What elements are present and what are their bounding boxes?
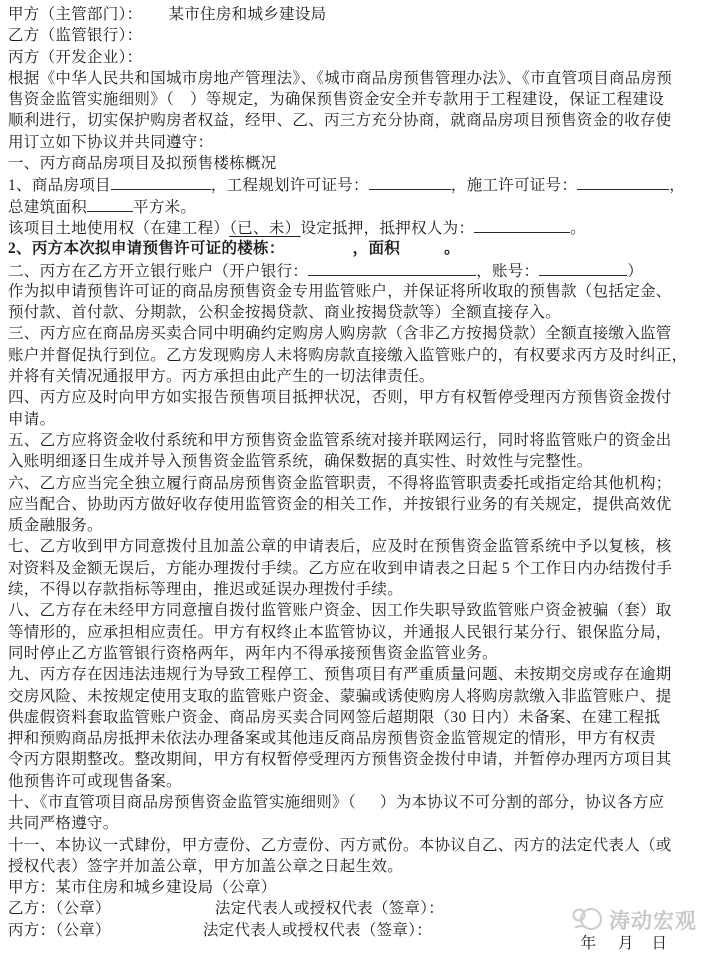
document-line bbox=[8, 473, 701, 494]
document-line bbox=[8, 728, 701, 749]
text-run: 供虚假资料套取监管账户资金、商品房买卖合同网签后超期限（30 日内）未备案、在建工程抵 bbox=[8, 708, 661, 726]
document-line bbox=[8, 664, 701, 685]
document-line bbox=[8, 302, 701, 323]
text-run: ， bbox=[669, 177, 686, 195]
text-run: 甲方：某市住房和城乡建设局（公章） bbox=[8, 879, 277, 897]
spacer bbox=[111, 912, 215, 913]
document-line bbox=[8, 217, 701, 238]
document-line bbox=[8, 749, 701, 770]
date-line bbox=[580, 935, 667, 953]
document-line bbox=[8, 153, 701, 174]
document-line bbox=[8, 707, 701, 728]
document-line bbox=[8, 132, 701, 153]
document-line bbox=[8, 451, 701, 472]
contract-body bbox=[8, 4, 701, 941]
document-line bbox=[8, 366, 701, 387]
text-run: ，面积 bbox=[352, 240, 401, 258]
text-run: 某市住房和城乡建设局 bbox=[168, 6, 327, 23]
document-line bbox=[8, 4, 701, 25]
document-line bbox=[8, 792, 701, 813]
spacer bbox=[111, 934, 203, 935]
text-run: 十、《市直管项目商品房预售资金监管实施细则》（ bbox=[8, 793, 356, 811]
text-run: 三、丙方应在商品房买卖合同中明确约定购房人购房款（含非乙方按揭贷款）全额直接缴入监管 bbox=[8, 325, 672, 343]
text-run: 法定代表人或授权代表（签章）： bbox=[214, 900, 445, 918]
text-run: 六、乙方应当完全独立履行商品房预售资金监管职责，不得将监管职责委托或指定给其他机构； bbox=[8, 474, 672, 492]
document-line bbox=[8, 174, 701, 195]
text-run: 质金融服务。 bbox=[8, 517, 103, 535]
text-run: 等情形的，应承担相应责任。甲方有权终止本监管协议，并通报人民银行某分行、银保监分局， bbox=[8, 623, 672, 641]
text-run: 共同严格遵守。 bbox=[8, 815, 119, 833]
text-run: ）等规定，为确保预售资金安全并专款用于工程建设，保证工程建设 bbox=[190, 91, 665, 109]
month-label: 月 bbox=[617, 935, 634, 952]
document-line bbox=[8, 600, 701, 621]
text-run: 申请。 bbox=[8, 410, 56, 428]
text-run: 顺利进行，切实保护购房者权益，经甲、乙、丙三方充分协商，就商品房项目预售资金的收存使 bbox=[8, 112, 672, 130]
text-run: ，账号： bbox=[476, 262, 540, 280]
brand-name: 涛动宏观 bbox=[609, 909, 697, 933]
text-run: 并将有关情况通报甲方。丙方承担由此产生的一切法律责任。 bbox=[8, 368, 435, 386]
document-line bbox=[8, 813, 701, 834]
spacer bbox=[285, 252, 353, 253]
text-run: 入账明细逐日生成并导入预售资金监管系统，确保数据的真实性、时效性与完整性。 bbox=[8, 453, 593, 471]
document-line bbox=[8, 196, 701, 217]
text-run: 根据《中华人民共和国城市房地产管理法》、《城市商品房预售管理办法》、《市直管项目商品房预 bbox=[8, 69, 673, 87]
text-run: 八、乙方存在未经甲方同意擅自拨付监管账户资金、因工作失职导致监管账户资金被骗（套）取 bbox=[8, 602, 672, 620]
text-run: 作为拟申请预售许可证的商品房预售资金专用监管账户，并保证将所收取的预售款（包括定金、 bbox=[8, 282, 672, 300]
text-run: 十一、本协议一式肆份，甲方壹份、乙方壹份、丙方贰份。本协议自乙、丙方的法定代表人（或 bbox=[8, 836, 672, 854]
text-run: 法定代表人或授权代表（签章）： bbox=[202, 921, 433, 939]
text-run: （已、未） bbox=[229, 219, 301, 237]
document-line bbox=[8, 856, 701, 877]
text-run: 九、丙方存在因违法违规行为导致工程停工、预售项目有严重质量问题、未按期交房或存在逾期 bbox=[8, 666, 672, 684]
document-line bbox=[8, 494, 701, 515]
document-line bbox=[8, 323, 701, 344]
text-run: 令丙方限期整改。整改期间，甲方有权暂停受理丙方预售资金拨付申请，并暂停办理丙方项目其 bbox=[8, 751, 672, 769]
spacer bbox=[142, 18, 168, 19]
document-line bbox=[8, 877, 701, 898]
text-run: 五、乙方应将资金收付系统和甲方预售资金监管系统对接并联网运行，同时将监管账户的资金出 bbox=[8, 431, 672, 449]
text-run: 续，不得以存款指标等理由，推迟或延误办理拨付手续。 bbox=[8, 581, 404, 599]
text-run: 押和预购商品房抵押未依法办理备案或其他违反商品房预售资金监管规定的情形，甲方有权责 bbox=[8, 730, 656, 748]
text-run: 用订立如下协议并共同遵守： bbox=[8, 133, 214, 151]
document-line bbox=[8, 25, 701, 46]
document-line bbox=[8, 835, 701, 856]
document-line bbox=[8, 515, 701, 536]
text-run: 二、丙方在乙方开立银行账户（开户银行： bbox=[8, 262, 309, 280]
blank-field bbox=[369, 174, 451, 190]
text-run: 乙方：（公章） bbox=[8, 900, 111, 918]
text-run: 售资金监管实施细则》（ bbox=[8, 91, 175, 109]
document-line bbox=[8, 686, 701, 707]
text-run: 。 bbox=[570, 219, 587, 237]
spacer bbox=[174, 103, 190, 104]
document-line bbox=[8, 89, 701, 110]
text-run: 他预售许可或现售备案。 bbox=[8, 772, 182, 790]
document-line bbox=[8, 47, 701, 68]
text-run: 。 bbox=[444, 240, 460, 258]
text-run: 丙方：（公章） bbox=[8, 921, 111, 939]
blank-field bbox=[474, 217, 570, 233]
document-line bbox=[8, 281, 701, 302]
text-run: 丙方（开发企业）： bbox=[8, 48, 143, 66]
text-run: 对资料及金额无误后，方能办理拨付手续。乙方应在收到申请表之日起 5 个工作日内办结拨付手 bbox=[8, 559, 673, 577]
document-line bbox=[8, 345, 701, 366]
text-run: 总建筑面积 bbox=[8, 198, 88, 216]
blank-field bbox=[111, 174, 211, 190]
document-line bbox=[8, 898, 701, 919]
text-run: ，施工许可证号： bbox=[450, 177, 578, 195]
spacer bbox=[400, 252, 444, 253]
blank-field bbox=[87, 196, 133, 212]
document-line bbox=[8, 536, 701, 557]
document-line bbox=[8, 409, 701, 430]
text-run: 该项目土地使用权（在建工程） bbox=[8, 219, 230, 237]
text-run: ）为本协议不可分割的部分，协议各方应 bbox=[379, 793, 665, 811]
text-run: ） bbox=[627, 262, 644, 280]
text-run: 账户并督促执行到位。乙方发现购房人未将购房款直接缴入监管账户的，有权要求丙方及时纠正， bbox=[8, 346, 688, 364]
text-run: 七、乙方收到甲方同意拨付且加盖公章的申请表后，应及时在预售资金监管系统中予以复核，核 bbox=[8, 538, 672, 556]
text-run: 乙方（监管银行）： bbox=[8, 27, 143, 45]
text-run: 甲方（主管部门）： bbox=[8, 6, 143, 23]
text-run: 同时停止乙方监管银行资格两年，两年内不得承接预售资金监管业务。 bbox=[8, 644, 498, 662]
document-line bbox=[8, 579, 701, 600]
text-run: 一、丙方商品房项目及拟预售楼栋概况 bbox=[8, 155, 277, 173]
text-run: 授权代表）签字并加盖公章，甲方加盖公章之日起生效。 bbox=[8, 857, 404, 875]
document-line bbox=[8, 771, 701, 792]
text-run: 应当配合、协助丙方做好收存使用监管资金的相关工作，并按银行业务的有关规定，提供高效优 bbox=[8, 495, 672, 513]
blank-field bbox=[308, 260, 476, 276]
blank-field bbox=[577, 174, 669, 190]
text-run: ，工程规划许可证号： bbox=[210, 177, 369, 195]
document-line bbox=[8, 430, 701, 451]
text-run: 交房风险、未按规定使用支取的监管账户资金、蒙骗或诱使购房人将购房款缴入非监管账户、提 bbox=[8, 687, 672, 705]
text-run: 预付款、首付款、分期款，公积金按揭贷款、商业按揭贷款等）全额直接存入。 bbox=[8, 304, 562, 322]
document-line bbox=[8, 68, 701, 89]
text-run: 2、丙方本次拟申请预售许可证的楼栋： bbox=[8, 240, 285, 258]
year-label: 年 bbox=[580, 935, 596, 952]
text-run: 四、丙方应及时向甲方如实报告预售项目抵押状况，否则，甲方有权暂停受理丙方预售资金拨付 bbox=[8, 389, 672, 407]
text-run: 1、商品房项目 bbox=[8, 177, 111, 195]
document-line bbox=[8, 260, 701, 281]
document-line bbox=[8, 643, 701, 664]
document-line bbox=[8, 110, 701, 131]
document-line bbox=[8, 387, 701, 408]
document-line bbox=[8, 238, 701, 259]
text-run: 平方米。 bbox=[133, 198, 197, 216]
document-line bbox=[8, 622, 701, 643]
blank-field bbox=[539, 260, 627, 276]
text-run: 设定抵押，抵押权人为： bbox=[300, 219, 475, 237]
day-label: 日 bbox=[651, 935, 667, 952]
document-line bbox=[8, 558, 701, 579]
spacer bbox=[356, 806, 380, 807]
